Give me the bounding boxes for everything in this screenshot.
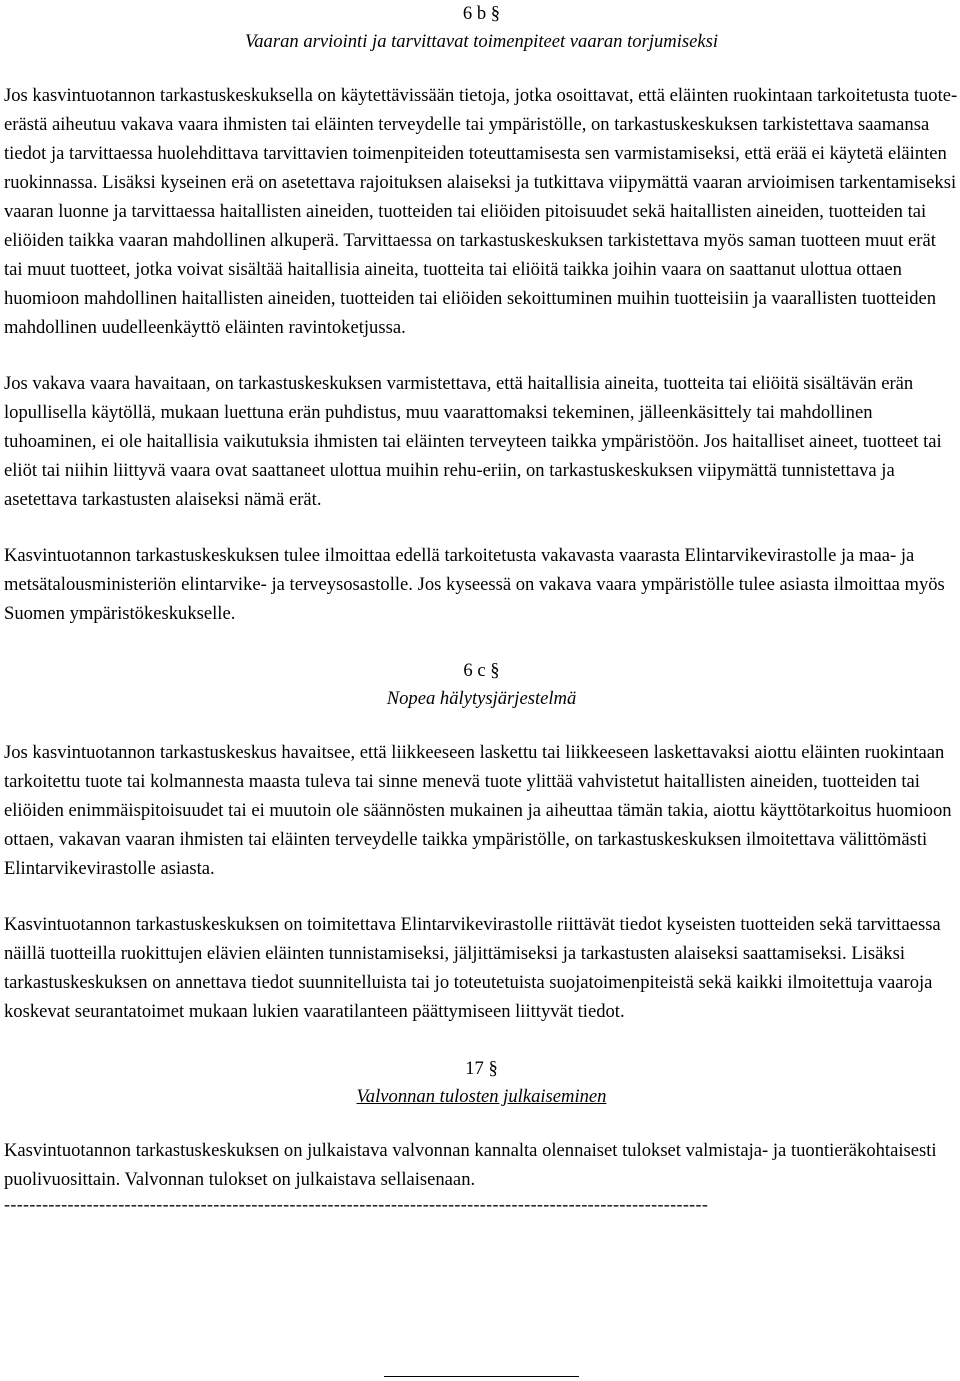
section-title: Nopea hälytysjärjestelmä [386, 688, 577, 709]
paragraph: Kasvintuotannon tarkastuskeskuksen on julkaistava valvonnan kannalta olennaiset tulokset valmistaja- ja tuontieräkohtaisesti puolivuosittain. Valvonnan tulokset on julkaistava sellaisenaan. [4, 1140, 937, 1190]
separator-line: --------------------------------------------------------------------------------------------------------------- [4, 1194, 709, 1214]
document-page [4, 0, 959, 1214]
paragraph: Jos kasvintuotannon tarkastuskeskus havaitsee, että liikkeeseen laskettu tai liikkeeseen laskettavaksi aiottu eläinten ruokintaan tarkoitettu tuote tai kolmannesta maasta tuleva tai sinne menevä tuote ylittää vahvistetut haitallisten aineiden, tuotteiden tai eliöiden enimmäispitoisuudet tai ei muutoin ole säännösten mukainen ja aiheuttaa tämän takia, aiottu käyttötarkoitus huomioon ottaen, vakavan vaaran ihmisten tai eläinten terveydelle taikka ympäristölle, on tarkastuskeskuksen ilmoitettava välittömästi Elintarvikevirastolle asiasta. [4, 742, 952, 879]
section-6c [4, 657, 959, 1026]
section-6b [4, 0, 959, 628]
section-number: 6 c § [463, 660, 500, 681]
paragraph: Jos kasvintuotannon tarkastuskeskuksella on käytettävissään tietoja, jotka osoittavat, että eläinten ruokintaan tarkoitetusta tuote-erästä aiheutuu vakava vaara ihmisten tai eläinten terveydelle tai ympäristölle, on tarkastuskeskuksen tarkistettava saamansa tiedot ja tarvittaessa huolehdittava tarvittavien toimenpiteiden toteuttamisesta sen varmistamiseksi, että erää ei käytetä eläinten ruokinnassa. Lisäksi kyseinen erä on asetettava rajoituksen alaiseksi ja tutkittava viipymättä vaaran arvioimisen tarkentamiseksi vaaran luonne ja tarvittaessa haitallisten aineiden, tuotteiden tai eliöiden pitoisuudet sekä haitallisten aineiden, tuotteiden tai eliöiden taikka vaaran mahdollinen alkuperä. Tarvittaessa on tarkastuskeskuksen tarkistettava myös saman tuotteen muut erät tai muut tuotteet, jotka voivat sisältää haitallisia aineita, tuotteita tai eliöitä taikka joihin vaara on saattanut ulottua ottaen huomioon mahdollinen haitallisten aineiden, tuotteiden tai eliöiden sekoittuminen muihin tuotteisiin ja vaarallisten tuotteiden mahdollinen uudelleenkäyttö eläinten ravintoketjussa. [4, 85, 958, 338]
section-title-text: Valvonnan tulosten julkaiseminen [356, 1086, 607, 1107]
footnote-rule [384, 1376, 579, 1377]
paragraph: Kasvintuotannon tarkastuskeskuksen tulee ilmoittaa edellä tarkoitetusta vakavasta vaarasta Elintarvikevirastolle ja maa- ja metsätalousministeriön elintarvike- ja terveysosastolle. Jos kyseessä on vakava vaara ympäristölle tulee asiasta ilmoittaa myös Suomen ympäristökeskukselle. [4, 545, 945, 624]
paragraph: Kasvintuotannon tarkastuskeskuksen on toimitettava Elintarvikevirastolle riittävät tiedot kyseisten tuotteiden sekä tarvittaessa näillä tuotteilla ruokittujen elävien eläinten tunnistamiseksi, jäljittämiseksi ja tarkastusten alaiseksi saattamiseksi. Lisäksi tarkastuskeskuksen on annettava tiedot suunnitelluista tai jo toteutetuista suojatoimenpiteistä sekä kaikki ilmoitettuja vaaroja koskevat seurantatoimet mukaan lukien vaaratilanteen päättymiseen liittyvät tiedot. [4, 914, 941, 1022]
paragraph: Jos vakava vaara havaitaan, on tarkastuskeskuksen varmistettava, että haitallisia aineita, tuotteita tai eliöitä sisältävän erän lopullisella käytöllä, mukaan luettuna erän puhdistus, muu vaarattomaksi tekeminen, jälleenkäsittely tai mahdollinen tuhoaminen, ei ole haitallisia vaikutuksia ihmisten tai eläinten terveyteen taikka ympäristöön. Jos haitalliset aineet, tuotteet tai eliöt tai niihin liittyvä vaara ovat saattaneet ulottua muihin rehu-eriin, on tarkastuskeskuksen viipymättä tunnistettava ja asetettava tarkastusten alaiseksi nämä erät. [4, 373, 942, 510]
section-number: 17 § [465, 1058, 498, 1079]
section-title: Vaaran arviointi ja tarvittavat toimenpiteet vaaran torjumiseksi [244, 31, 719, 52]
section-title [4, 1082, 959, 1111]
section-17 [4, 1055, 959, 1194]
section-number: 6 b § [462, 3, 501, 24]
